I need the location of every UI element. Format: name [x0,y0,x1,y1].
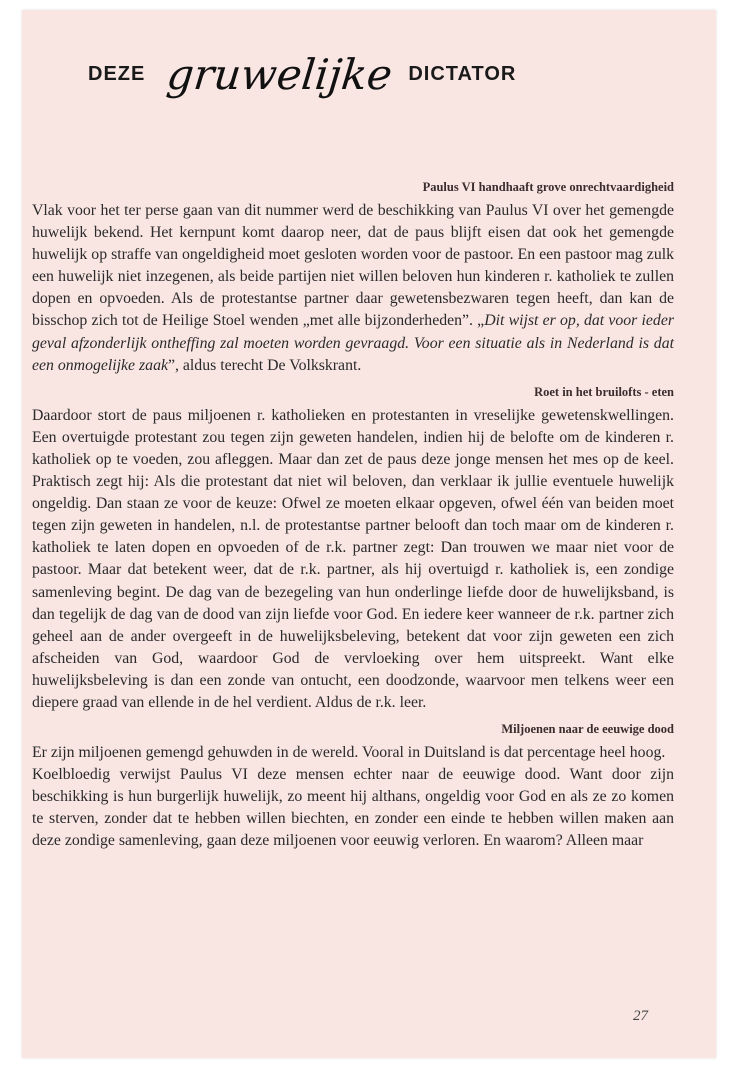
subheading-miljoenen: Miljoenen naar de eeuwige dood [501,722,674,737]
page-number: 27 [633,1008,648,1024]
document-page [22,10,716,1058]
paragraph-intro [32,200,674,377]
paragraph-intro-tail: ”, aldus terecht De Volkskrant. [167,356,362,374]
subheading-paulus: Paulus VI handhaaft grove onrechtvaardigheid [422,180,674,194]
header-word-dictator: DICTATOR [408,63,517,85]
subheading-roet: Roet in het bruilofts - eten [534,384,674,399]
paragraph-intro-quote: Dit wijst er op, dat voor ieder geval afzonderlijk ontheffing zal moeten worden gevraagd. Voor een situatie als in Nederland is dat een onmogelijke zaak [32,312,674,374]
header-word-deze: DEZE [88,63,146,85]
article-body [32,178,674,859]
paragraph-intro-text: Vlak voor het ter perse gaan van dit nummer werd de beschikking van Paulus VI over het gemengde huwelijk bekend. Het kernpunt komt daarop neer, dat de paus blijft eisen dat ook het gemengde huwelijk op straffe van ongeldigheid moet gesloten worden voor de pastoor. En een pastoor mag zulk een huwelijk niet inzegenen, als beide partijen niet willen beloven hun kinderen r. katholiek te zullen dopen en opvoeden. Als de protestantse partner daar gewetensbezwaren tegen heeft, dan kan de bisschop zich tot de Heilige Stoel wenden „met alle bijzonderheden”. „ [32,202,674,330]
paragraph-miljoenen-2: Koelbloedig verwijst Paulus VI deze mensen echter naar de eeuwige dood. Want door zijn beschikking is hun burgerlijk huwelijk, zo meent hij althans, ongeldig voor God en als ze zo komen te sterven, zonder dat te hebben willen biechten, en zonder een einde te hebben willen maken aan deze zondige samenleving, gaan deze miljoenen voor eeuwig verloren. En waarom? Alleen maar [32,766,674,850]
paragraph-roet: Daardoor stort de paus miljoenen r. katholieken en protestanten in vreselijke gewetenskwellingen. Een overtuigde protestant zou tegen zijn geweten handelen, indien hij de belofte om de kinderen r. katholiek op te voeden, zou afleggen. Maar dan zet de paus deze jonge mensen het mes op de keel. Praktisch zegt hij: Als die protestant dat niet wil beloven, dan verklaar ik jullie eventuele huwelijk ongeldig. Dan staan ze voor de keuze: Ofwel ze moeten elkaar opgeven, ofwel één van beiden moet tegen zijn geweten in handelen, n.l. de protestantse partner belooft dan toch maar om de kinderen r. katholiek te laten dopen en opvoeden of de r.k. partner zegt: Dan trouwen we maar niet voor de pastoor. Maar dat betekent weer, dat de r.k. partner, als hij overtuigd r. katholiek is, een zondige samenleving begint. De dag van de bezegeling van hun onderlinge liefde door de huwelijksband, is dan tegelijk de dag van de dood van zijn liefde voor God. En iedere keer wanneer de r.k. partner zich geheel aan de ander overgeeft in de huwelijksbeleving, betekent dat voor zijn geweten een zich afscheiden van God, waardoor God de vervloeking over hem uitspreekt. Want elke huwelijksbeleving is dan een zonde van ontucht, een doodzonde, waarvoor men telkens weer een diepere graad van ellende in de hel verdient. Aldus de r.k. leer. [32,406,674,711]
article-header [88,50,516,99]
paragraph-miljoenen-1: Er zijn miljoenen gemengd gehuwden in de wereld. Vooral in Duitsland is dat percentage heel hoog. [32,744,666,762]
header-script-word: gruwelijke [164,50,395,99]
